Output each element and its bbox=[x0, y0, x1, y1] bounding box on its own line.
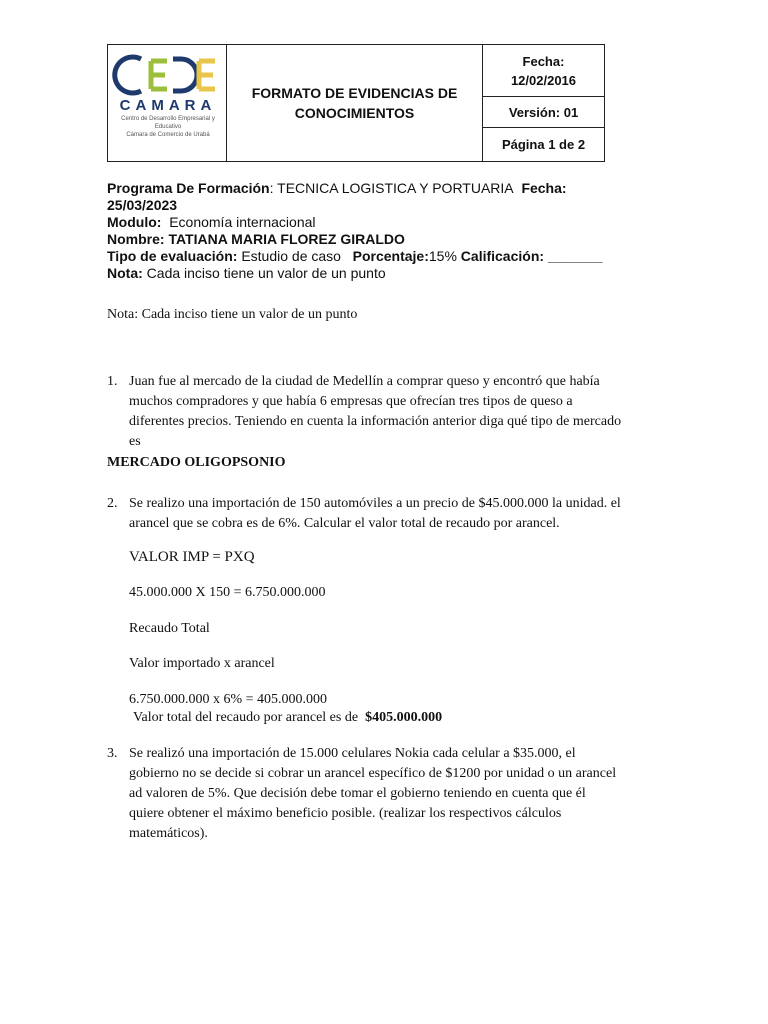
nombre-line bbox=[107, 231, 667, 248]
nota-line bbox=[107, 265, 667, 282]
header-date-cell bbox=[483, 45, 604, 97]
question-3-line-1: Se realizó una importación de 15.000 celulares Nokia cada celular a $35.000, el bbox=[129, 746, 576, 761]
header-date-value: 12/02/2016 bbox=[510, 72, 577, 88]
nombre-label: Nombre: bbox=[107, 231, 165, 247]
question-2-line-2: arancel que se cobra es de 6%. Calcular el valor total de recaudo por arancel. bbox=[129, 516, 560, 531]
fecha-label: Fecha: bbox=[521, 180, 567, 196]
question-3-line-2: gobierno no se decide si cobrar un arancel específico de $1200 por unidad o un arancel bbox=[129, 766, 617, 781]
fecha-value: 25/03/2023 bbox=[107, 197, 178, 213]
question-2-text bbox=[129, 494, 662, 534]
question-3-line-5: matemáticos). bbox=[129, 826, 208, 841]
modulo-line bbox=[107, 214, 667, 231]
logo-name: CAMARA bbox=[119, 97, 217, 114]
porcentaje-label: Porcentaje: bbox=[352, 248, 429, 264]
question-3-line-3: ad valoren de 5%. Que decisión debe tomar el gobierno teniendo en cuenta que él bbox=[129, 786, 586, 801]
logo-tagline bbox=[112, 115, 224, 139]
question-1-line-1: Juan fue al mercado de la ciudad de Medellín a comprar queso y encontró que había bbox=[129, 374, 600, 389]
nota-value: Cada inciso tiene un valor de un punto bbox=[146, 265, 386, 281]
question-1-number: 1. bbox=[107, 374, 118, 389]
cede-logo-icon bbox=[111, 51, 223, 99]
student-info bbox=[107, 180, 667, 282]
question-3-number: 3. bbox=[107, 746, 118, 761]
modulo-label: Modulo: bbox=[107, 214, 162, 230]
document-header-table bbox=[107, 44, 605, 162]
programa-label: Programa De Formación bbox=[107, 180, 270, 196]
header-page: Página 1 de 2 bbox=[501, 137, 586, 152]
logo-tagline-1: Centro de Desarrollo Empresarial y Educativo bbox=[121, 116, 215, 130]
nota-label: Nota: bbox=[107, 265, 143, 281]
calificacion-label: Calificación: _______ bbox=[460, 248, 603, 264]
question-1-text bbox=[129, 372, 662, 452]
question-1-answer: MERCADO OLIGOPSONIO bbox=[107, 455, 286, 470]
header-version: Versión: 01 bbox=[483, 97, 604, 128]
fecha-line bbox=[107, 197, 667, 214]
title-line-1: FORMATO DE EVIDENCIAS DE bbox=[251, 85, 458, 101]
question-1-line-3: diferentes precios. Teniendo en cuenta la información anterior diga qué tipo de mercado bbox=[129, 414, 622, 429]
programa-line bbox=[107, 180, 667, 197]
title-line-2: CONOCIMIENTOS bbox=[294, 105, 415, 121]
tipo-value: Estudio de caso bbox=[241, 248, 341, 264]
question-3-text bbox=[129, 744, 662, 844]
nota-paragraph: Nota: Cada inciso tiene un valor de un punto bbox=[107, 307, 358, 322]
logo-tagline-2: Cámara de Comercio de Urabá bbox=[126, 132, 210, 138]
question-1-line-4: es bbox=[129, 434, 141, 449]
q2-recaudo-label: Recaudo Total bbox=[129, 621, 210, 636]
q2-total-text: Valor total del recaudo por arancel es de bbox=[133, 710, 359, 725]
tipo-label: Tipo de evaluación: bbox=[107, 248, 238, 264]
question-2-line-1: Se realizo una importación de 150 automóviles a un precio de $45.000.000 la unidad. el bbox=[129, 496, 621, 511]
question-3-line-4: quiere obtener el máximo beneficio posible. (realizar los respectivos cálculos bbox=[129, 806, 562, 821]
logo-cell bbox=[108, 45, 227, 161]
porcentaje-value: 15% bbox=[428, 248, 457, 264]
question-2-number: 2. bbox=[107, 496, 118, 511]
q2-calc-1: 45.000.000 X 150 = 6.750.000.000 bbox=[129, 585, 326, 600]
header-date-label: Fecha: bbox=[522, 53, 565, 69]
q2-valor-x-arancel: Valor importado x arancel bbox=[129, 656, 275, 671]
q2-calc-2: 6.750.000.000 x 6% = 405.000.000 bbox=[129, 692, 328, 707]
q2-formula: VALOR IMP = PXQ bbox=[129, 549, 255, 565]
document-title bbox=[227, 45, 483, 161]
modulo-value: Economía internacional bbox=[169, 214, 316, 230]
q2-total-line bbox=[133, 708, 442, 728]
tipo-line bbox=[107, 248, 667, 265]
q2-total-value: $405.000.000 bbox=[365, 710, 443, 725]
programa-value: : TECNICA LOGISTICA Y PORTUARIA bbox=[269, 180, 514, 196]
nombre-value: TATIANA MARIA FLOREZ GIRALDO bbox=[168, 231, 405, 247]
question-1-line-2: muchos compradores y que había 6 empresas que ofrecían tres tipos de queso a bbox=[129, 394, 573, 409]
